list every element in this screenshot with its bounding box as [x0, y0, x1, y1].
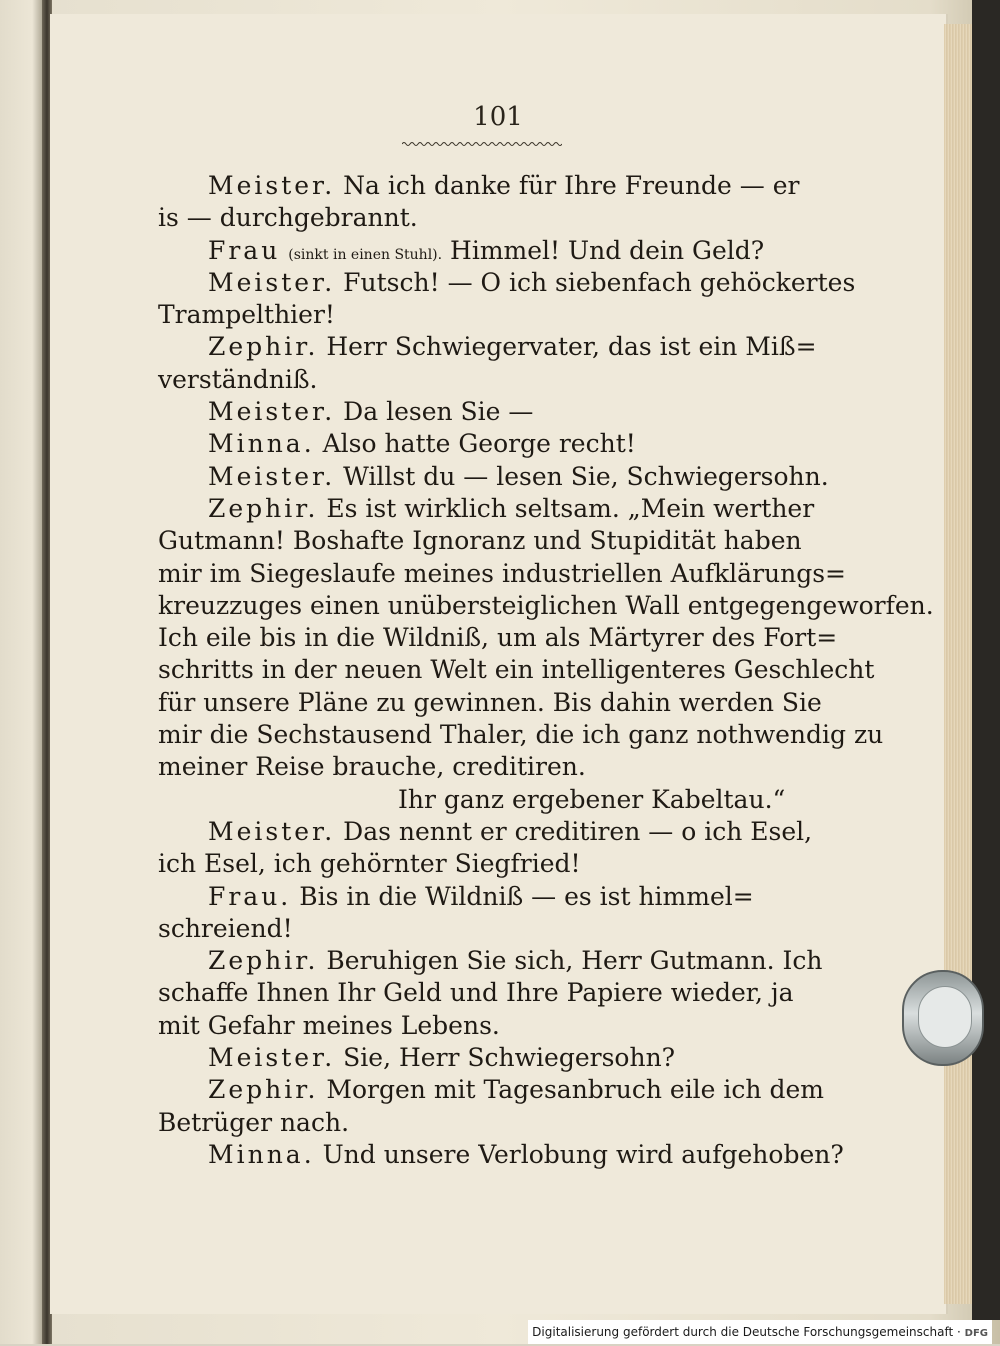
- paper-clip: [902, 970, 984, 1066]
- speaker-name: Frau: [208, 235, 281, 265]
- text-line: [158, 654, 875, 686]
- line-text: Beruhigen Sie sich, Herr Gutmann. Ich: [326, 946, 823, 976]
- line-text: Na ich danke für Ihre Freunde — er: [343, 171, 800, 200]
- line-text: schreiend!: [158, 913, 293, 943]
- line-text: schritts in der neuen Welt ein intelligenteres Geschlecht: [158, 655, 875, 685]
- dfg-logo-icon: DFG: [964, 1328, 988, 1339]
- text-line: [158, 913, 850, 945]
- text-line: [158, 1010, 850, 1042]
- text-line: [158, 622, 850, 654]
- dialogue-line: [158, 945, 850, 977]
- speaker-name: Zephir.: [208, 1075, 319, 1105]
- line-text: Futsch! — O ich siebenfach gehöckertes: [343, 267, 856, 297]
- letter-signature: [158, 784, 850, 816]
- dialogue-line: [158, 170, 850, 202]
- dialogue-text: [158, 170, 934, 1171]
- line-text: Herr Schwiegervater, das ist ein Miß=: [326, 332, 817, 362]
- line-text: mit Gefahr meines Lebens.: [158, 1010, 500, 1040]
- text-line: [158, 364, 850, 396]
- digitization-footer: Digitalisierung gefördert durch die Deutsche Forschungsgemeinschaft · DFG: [528, 1320, 992, 1344]
- dialogue-line: [158, 428, 850, 460]
- line-text: Trampelthier!: [158, 300, 335, 330]
- speaker-name: Minna.: [208, 429, 315, 459]
- speaker-name: Meister.: [208, 267, 336, 297]
- line-text: Himmel! Und dein Geld?: [450, 235, 765, 265]
- left-page-edge: [0, 0, 46, 1344]
- dialogue-line: [158, 1139, 850, 1171]
- line-text: Betrüger nach.: [158, 1107, 350, 1137]
- speaker-name: Zephir.: [208, 493, 319, 523]
- dialogue-line: [158, 881, 850, 913]
- dialogue-line: [158, 816, 850, 848]
- scan-border: [972, 0, 1000, 1320]
- speaker-name: Meister.: [208, 171, 336, 200]
- dialogue-line: [158, 1074, 850, 1106]
- footer-text: Digitalisierung gefördert durch die Deutsche Forschungsgemeinschaft: [532, 1325, 954, 1339]
- speaker-name: Meister.: [208, 1043, 336, 1073]
- text-line: [158, 751, 850, 783]
- text-line: [158, 299, 850, 331]
- line-text: Und unsere Verlobung wird aufgehoben?: [322, 1139, 844, 1169]
- line-text: mir die Sechstausend Thaler, die ich ganz nothwendig zu: [158, 720, 884, 750]
- dialogue-line: [158, 331, 850, 363]
- line-text: Es ist wirklich seltsam. „Mein werther: [326, 493, 815, 523]
- line-text: kreuzzuges einen unübersteiglichen Wall entgegengeworfen.: [158, 590, 934, 620]
- dialogue-line: [158, 235, 850, 267]
- page-number: 101: [473, 102, 523, 132]
- line-text: Morgen mit Tagesanbruch eile ich dem: [326, 1075, 824, 1105]
- text-line: [158, 687, 850, 719]
- line-text: Ihr ganz ergebener Kabeltau.“: [398, 784, 786, 814]
- speaker-name: Zephir.: [208, 332, 319, 362]
- text-line: [158, 525, 850, 557]
- page-stack-edge: [944, 24, 974, 1304]
- line-text: verständniß.: [158, 364, 318, 394]
- line-text: Willst du — lesen Sie, Schwiegersohn.: [343, 461, 829, 491]
- dialogue-line: [158, 493, 850, 525]
- dialogue-line: [158, 267, 856, 299]
- text-line: [158, 558, 850, 590]
- line-text: für unsere Pläne zu gewinnen. Bis dahin werden Sie: [158, 687, 822, 717]
- line-text: Ich eile bis in die Wildniß, um als Märtyrer des Fort=: [158, 623, 838, 653]
- line-text: Das nennt er creditiren — o ich Esel,: [343, 816, 813, 846]
- line-text: Da lesen Sie —: [343, 397, 534, 427]
- speaker-name: Meister.: [208, 816, 336, 846]
- line-text: Bis in die Wildniß — es ist himmel=: [299, 881, 754, 911]
- book-page: [50, 14, 946, 1314]
- text-line: [158, 719, 884, 751]
- speaker-name: Frau.: [208, 881, 292, 911]
- line-text: Gutmann! Boshafte Ignoranz und Stupidität haben: [158, 526, 802, 556]
- text-line: [158, 848, 850, 880]
- dialogue-line: [158, 461, 850, 493]
- speaker-name: Meister.: [208, 461, 336, 491]
- dialogue-line: [158, 1042, 850, 1074]
- line-text: mir im Siegeslaufe meines industriellen Aufklärungs=: [158, 558, 847, 588]
- wavy-rule: [402, 140, 562, 148]
- text-line: [158, 202, 850, 234]
- line-text: meiner Reise brauche, creditiren.: [158, 752, 586, 782]
- text-line: [158, 590, 934, 622]
- text-line: [158, 977, 850, 1009]
- line-text: Also hatte George recht!: [322, 429, 636, 459]
- text-line: [158, 1107, 850, 1139]
- line-text: ich Esel, ich gehörnter Siegfried!: [158, 849, 581, 879]
- line-text: schaffe Ihnen Ihr Geld und Ihre Papiere wieder, ja: [158, 978, 794, 1008]
- stage-direction: (sinkt in einen Stuhl).: [288, 246, 443, 263]
- speaker-name: Minna.: [208, 1139, 315, 1169]
- speaker-name: Meister.: [208, 397, 336, 427]
- line-text: Sie, Herr Schwiegersohn?: [343, 1043, 676, 1073]
- dialogue-line: [158, 396, 850, 428]
- line-text: is — durchgebrannt.: [158, 203, 418, 233]
- speaker-name: Zephir.: [208, 946, 319, 976]
